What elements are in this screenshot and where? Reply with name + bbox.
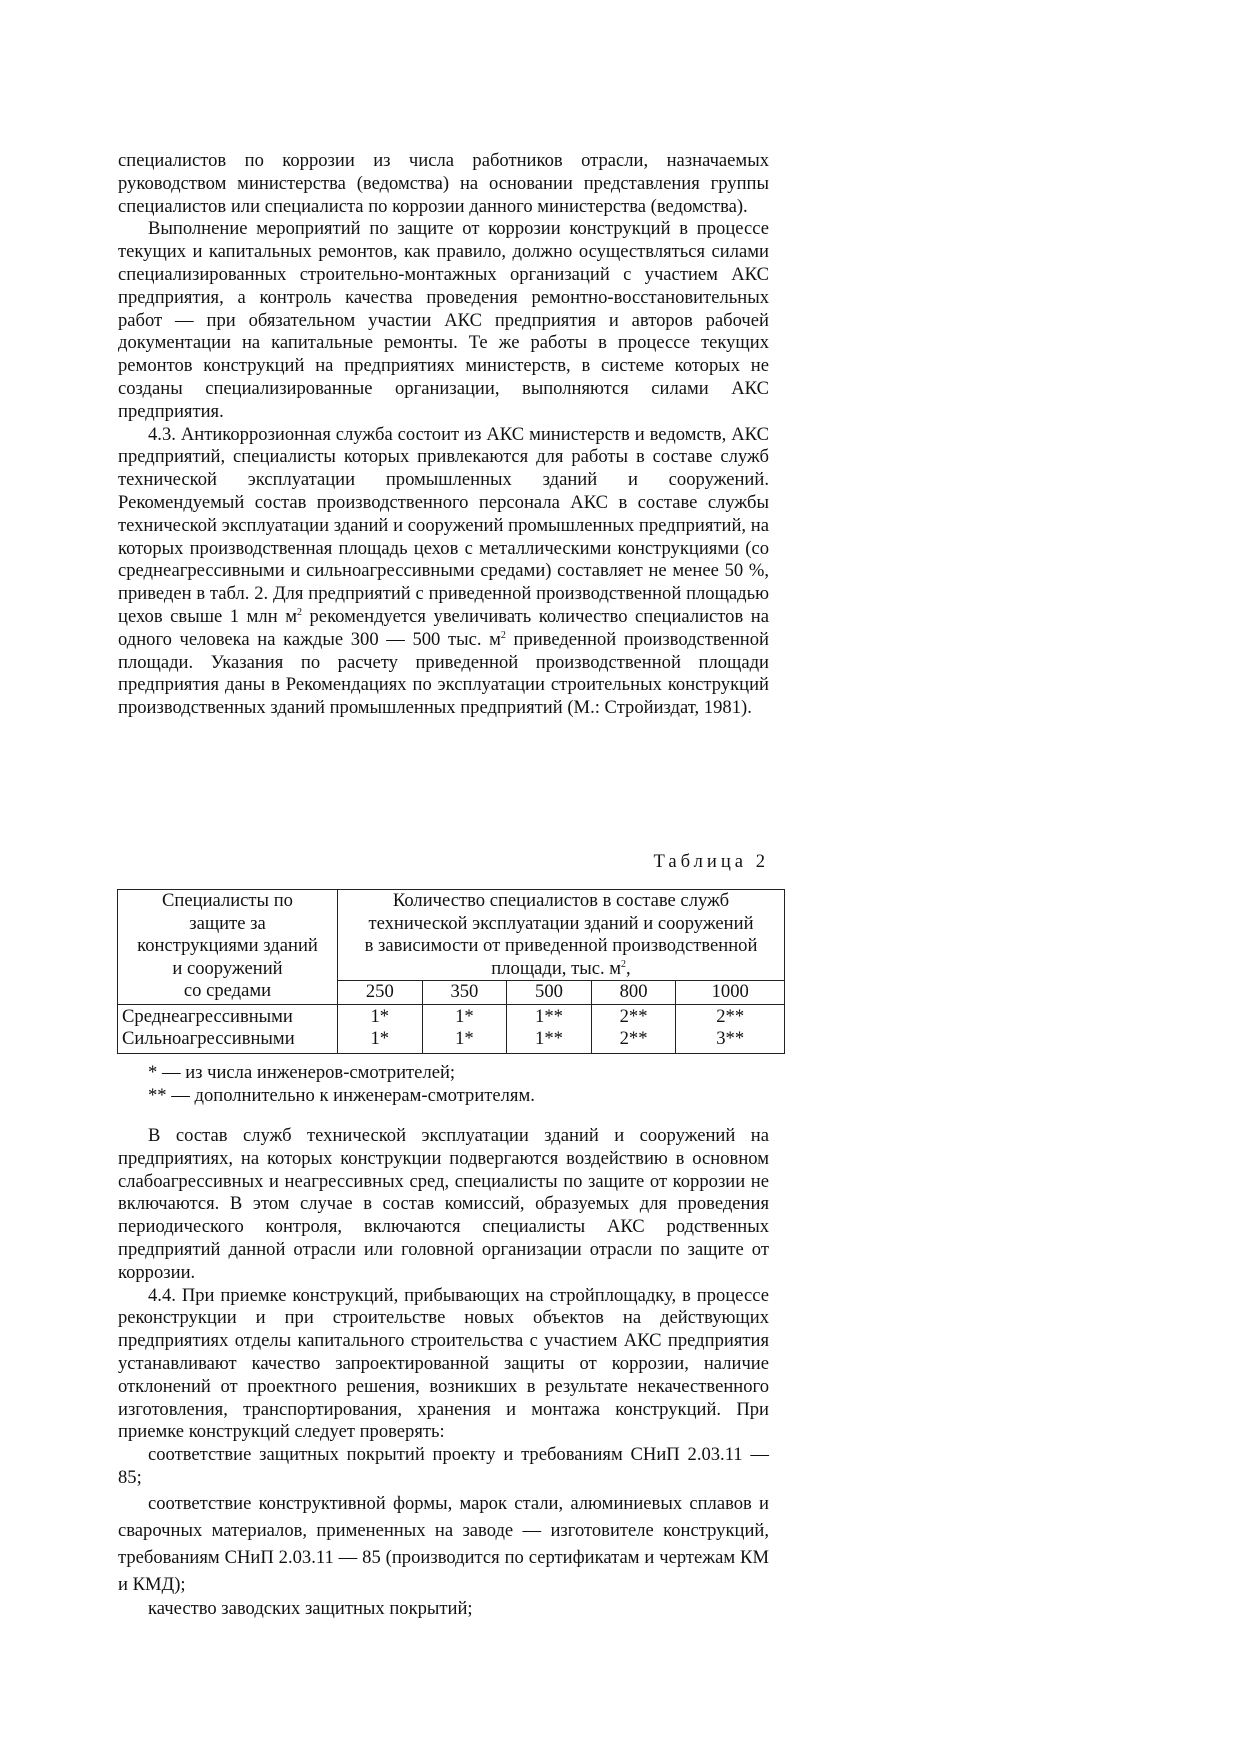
list-item: соответствие защитных покрытий проекту и требованиям СНиП 2.03.11 — 85; — [118, 1444, 769, 1488]
top-text-block — [118, 150, 769, 720]
row-label: Среднеагрессивными — [118, 1004, 338, 1028]
specialists-table — [117, 889, 785, 1054]
head-line — [340, 958, 782, 981]
table-cell: 1** — [507, 1028, 592, 1053]
row-label: Сильноагрессивными — [118, 1028, 338, 1053]
table-row — [118, 1028, 785, 1053]
table-cell: 2** — [676, 1004, 785, 1028]
head-line: технической эксплуатации зданий и сооружений — [368, 912, 754, 934]
paragraph: В состав служб технической эксплуатации зданий и сооружений на предприятиях, на которых конструкции подвергаются воздействию в основном слабоагрессивных и неагрессивных сред, специалисты по защите от коррозии не включаются. В этом случае в состав комиссий, образуемых для проведения периодического контроля, включаются специалисты АКС родственных предприятий данной отрасли или головной организации отрасли по защите от коррозии. — [118, 1125, 769, 1283]
table-caption: Таблица 2 — [653, 851, 769, 872]
table-header-row — [118, 890, 785, 981]
list-item: качество заводских защитных покрытий; — [148, 1597, 473, 1619]
head-line: конструкциями зданий — [137, 935, 318, 956]
superscript: 2 — [500, 629, 506, 641]
paragraph-part: приведенной производственной площади. Указания по расчету приведенной производственной площади предприятия даны в Рекомендациях по эксплуатации строительных конструкций производственных зданий промышленных предприятий (М.: Стройиздат, 1981). — [118, 628, 769, 719]
table-cell: 2** — [591, 1004, 676, 1028]
table-head-left — [118, 890, 338, 1005]
column-header: 1000 — [676, 981, 785, 1005]
superscript: 2 — [296, 606, 302, 618]
head-line: Специалисты по — [162, 890, 293, 911]
table-cell: 1** — [507, 1004, 592, 1028]
head-line: со средами — [183, 980, 272, 1001]
footnote: ** — дополнительно к инженерам-смотрителям. — [148, 1084, 535, 1106]
paragraph: специалистов по коррозии из числа работников отрасли, назначаемых руководством министерства (ведомства) на основании представления группы специалистов или специалиста по коррозии данного министерства (ведомства). — [118, 150, 769, 217]
list-item: соответствие конструктивной формы, марок стали, алюминиевых сплавов и сварочных материалов, примененных на заводе — изготовителе конструкций, требованиям СНиП 2.03.11 — 85 (производится по сертификатам и чертежам КМ и КМД); — [118, 1492, 769, 1595]
bottom-text-block — [118, 1125, 769, 1621]
paragraph-4-4: 4.4. При приемке конструкций, прибывающих на стройплощадку, в процессе реконструкции и при строительстве новых объектов на действующих предприятиях отделы капитального строительства с участием АКС предприятия устанавливают качество запроектированной защиты от коррозии, наличие отклонений от проектного решения, возникших в результате некачественного изготовления, транспортирования, хранения и монтажа конструкций. При приемке конструкций следует проверять: — [118, 1284, 769, 1443]
table-cell: 3** — [676, 1028, 785, 1053]
footnote: * — из числа инженеров-смотрителей; — [148, 1062, 456, 1083]
superscript: 2 — [621, 958, 627, 970]
paragraph-part: рекомендуется увеличивать количество специалистов на одного человека на каждые 300 — 500 тыс. м — [118, 605, 770, 650]
head-line-text: площади, тыс. м — [491, 957, 622, 979]
paragraph-part: 4.3. Антикоррозионная служба состоит из АКС министерств и ведомств, АКС предприятий, специалисты которых привлекаются для работы в составе служб технической эксплуатации промышленных зданий и сооружений. Рекомендуемый состав производственного персонала АКС в составе службы технической эксплуатации зданий и сооружений промышленных предприятий, на которых производственная площадь цехов с металлическими конструкциями (со среднеагрессивными и сильноагрессивными средами) составляет не менее 50 %, приведен в табл. 2. Для предприятий с приведенной производственной площадью цехов свыше 1 млн м — [118, 423, 769, 627]
table-cell: 1* — [338, 1004, 423, 1028]
paragraph-4-3 — [118, 424, 769, 720]
column-header: 250 — [338, 981, 423, 1005]
head-line: и сооружений — [172, 957, 283, 979]
column-header: 500 — [507, 981, 592, 1005]
table-cell: 1* — [338, 1028, 423, 1053]
table-cell: 1* — [422, 1004, 507, 1028]
paragraph: Выполнение мероприятий по защите от коррозии конструкций в процессе текущих и капитальных ремонтов, как правило, должно осуществляться силами специализированных строительно-монтажных организаций с участием АКС предприятия, а контроль качества проведения ремонтно-восстановительных работ — при обязательном участии АКС предприятия и авторов рабочей документации на капитальные ремонты. Те же работы в процессе текущих ремонтов конструкций на предприятиях министерств, в системе которых не созданы специализированные организации, выполняются силами АКС предприятия. — [118, 218, 769, 422]
table-notes — [148, 1062, 788, 1108]
table-cell: 1* — [422, 1028, 507, 1053]
head-line: Количество специалистов в составе служб — [392, 890, 730, 911]
table-cell: 2** — [591, 1028, 676, 1053]
table-head-right — [338, 890, 785, 981]
head-line-tail: , — [626, 957, 631, 979]
table-row — [118, 1004, 785, 1028]
column-header: 350 — [422, 981, 507, 1005]
head-line: защите за — [189, 912, 266, 934]
head-line: в зависимости от приведенной производственной — [364, 935, 758, 956]
column-header: 800 — [591, 981, 676, 1005]
